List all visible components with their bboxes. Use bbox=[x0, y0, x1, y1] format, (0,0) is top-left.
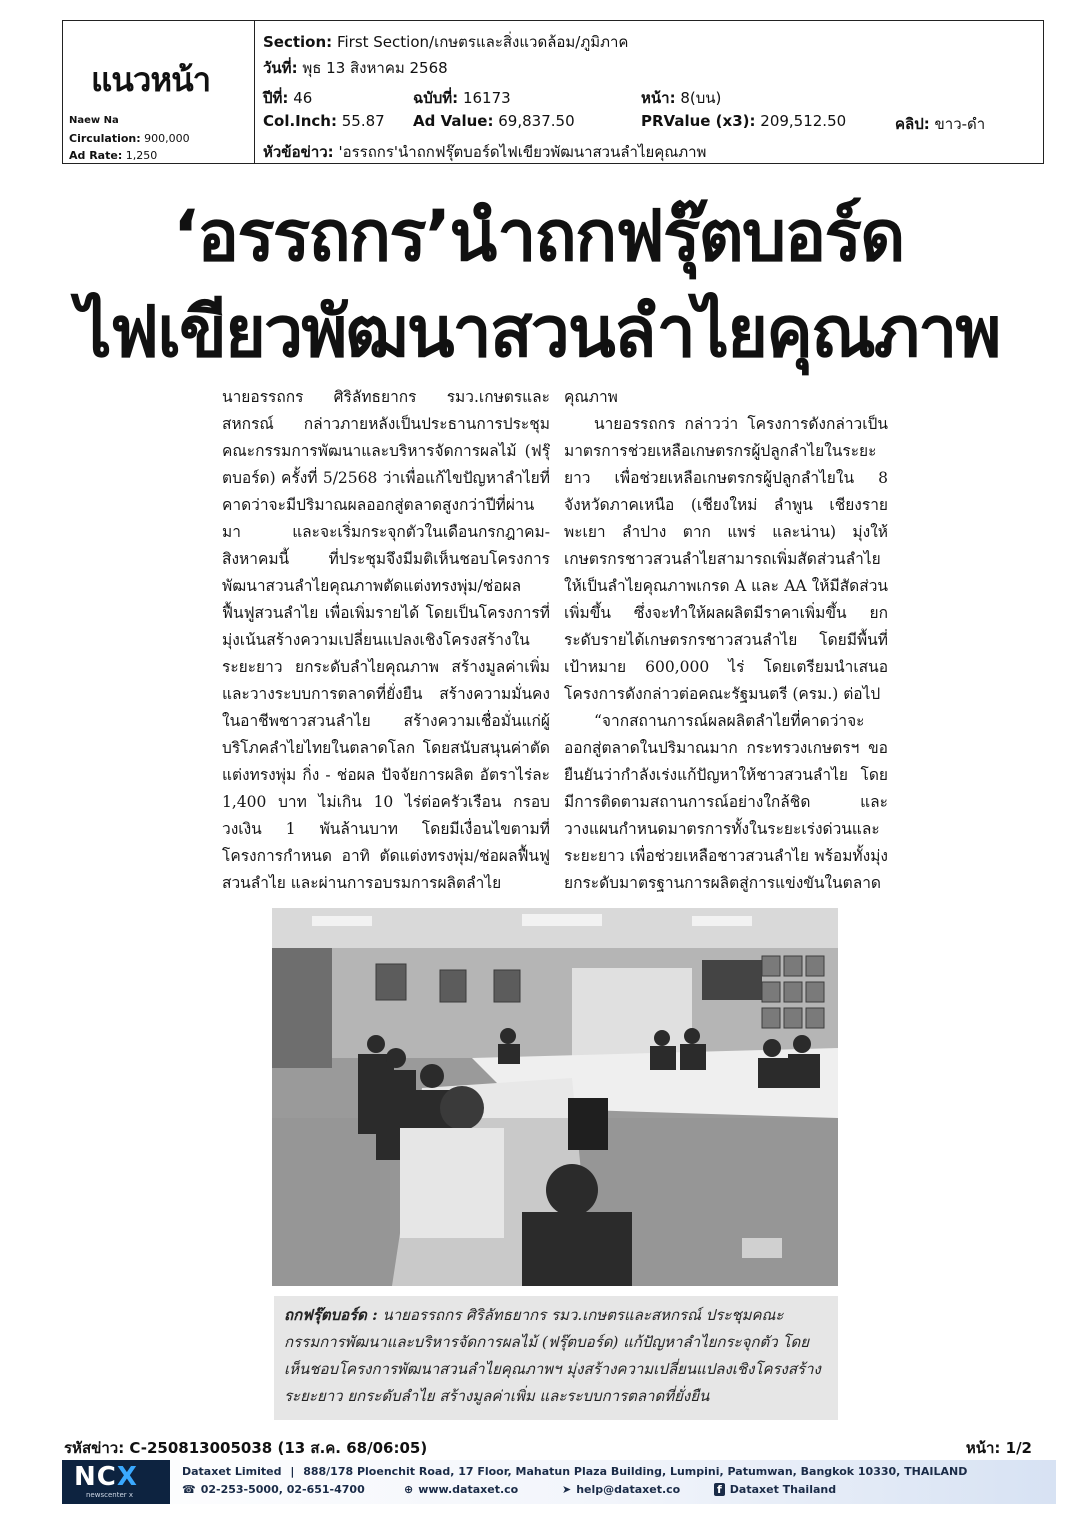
clipping-header bbox=[62, 20, 1044, 164]
photo-caption bbox=[274, 1296, 838, 1420]
globe-icon: ⊕ bbox=[404, 1483, 414, 1496]
facebook-link[interactable]: f Dataxet Thailand bbox=[714, 1483, 836, 1496]
send-icon: ➤ bbox=[562, 1483, 572, 1496]
metadata-panel bbox=[263, 27, 1037, 163]
issue-field: ฉบับที่: 16173 bbox=[413, 89, 511, 107]
publication-panel bbox=[63, 21, 255, 163]
prvalue-field: PRValue (x3): 209,512.50 bbox=[641, 112, 847, 130]
ncx-logo-subtitle: newscenter x bbox=[86, 1491, 134, 1499]
website-link[interactable]: ⊕ www.dataxet.co bbox=[404, 1483, 519, 1496]
clip-field: คลิป: ขาว-ดำ bbox=[895, 115, 986, 133]
news-code: รหัสข่าว: C-250813005038 (13 ส.ค. 68/06:05) bbox=[64, 1439, 428, 1457]
headline-row: หัวข้อข่าว: 'อรรถกร'นำถกฟรุ๊ตบอร์ดไฟเขียวพัฒนาสวนลำไยคุณภาพ bbox=[263, 143, 707, 161]
meeting-room-illustration bbox=[272, 908, 838, 1286]
headline-line-1: ‘อรรถกร’นำถกฟรุ๊ตบอร์ด bbox=[172, 195, 904, 277]
email-link[interactable]: ➤ help@dataxet.co bbox=[562, 1483, 681, 1496]
article-paragraph: นายอรรถกร กล่าวว่า โครงการดังกล่าวเป็นมาตรการช่วยเหลือเกษตรกรผู้ปลูกลำไยในระยะยาว เพื่อช่วยเหลือเกษตรกรผู้ปลูกลำไยใน 8 จังหวัดภาคเหนือ (เชียงใหม่ ลำพูน เชียงราย พะเยา ลำปาง ตาก แพร่ และน่าน) มุ่งให้เกษตรกรชาวสวนลำไยสามารถเพิ่มสัดส่วนลำไยให้เป็นลำไยคุณภาพเกรด A และ AA ให้มีสัดส่วนเพิ่มขึ้น ซึ่งจะทำให้ผลผลิตมีราคาเพิ่มขึ้น ยกระดับรายได้เกษตรกรชาวสวนลำไย โดยมีพื้นที่เป้าหมาย 600,000 ไร่ โดยเตรียมนำเสนอโครงการดังกล่าวต่อคณะรัฐมนตรี (ครม.) ต่อไป bbox=[564, 415, 888, 703]
article-paragraph: คุณภาพ bbox=[564, 388, 618, 406]
date-row: วันที่: พุธ 13 สิงหาคม 2568 bbox=[263, 59, 448, 77]
circulation: Circulation: 900,000 bbox=[69, 132, 190, 145]
advalue-field: Ad Value: 69,837.50 bbox=[413, 112, 575, 130]
page-count: หน้า: 1/2 bbox=[965, 1439, 1032, 1457]
phone-icon: ☎ bbox=[182, 1483, 196, 1496]
section-row: Section: First Section/เกษตรและสิ่งแวดล้อม/ภูมิภาค bbox=[263, 33, 629, 51]
ad-rate: Ad Rate: 1,250 bbox=[69, 149, 158, 162]
article-paragraph: “จากสถานการณ์ผลผลิตลำไยที่คาดว่าจะออกสู่ตลาดในปริมาณมาก กระทรวงเกษตรฯ ขอยืนยันว่ากำลังเร่งแก้ปัญหาให้ชาวสวนลำไย โดยมีการติดตามสถานการณ์อย่างใกล้ชิด และวางแผนกำหนดมาตรการทั้งในระยะเร่งด่วนและระยะยาว เพื่อช่วยเหลือชาวสวนลำไย พร้อมทั้งมุ่งยกระดับมาตรฐานการผลิตสู่การแข่งขันในตลาด bbox=[564, 712, 888, 892]
colinch-field: Col.Inch: 55.87 bbox=[263, 112, 385, 130]
caption-label: ถกฟรุ๊ตบอร์ด : bbox=[284, 1306, 378, 1324]
caption-text: นายอรรถกร ศิริลัทธยากร รมว.เกษตรและสหกรณ์ ประชุมคณะกรรมการพัฒนาและบริหารจัดการผลไม้ (ฟรุ๊ตบอร์ด) แก้ปัญหาลำไยกระจุกตัว โดยเห็นชอบโครงการพัฒนาสวนลำไยคุณภาพฯ มุ่งสร้างความเปลี่ยนแปลงเชิงโครงสร้างระยะยาว ยกระดับลำไย สร้างมูลค่าเพิ่ม และระบบการตลาดที่ยั่งยืน bbox=[284, 1306, 821, 1405]
article-column-1 bbox=[222, 384, 550, 896]
newspaper-logo: แนวหน้า bbox=[91, 60, 211, 99]
footer-bar bbox=[62, 1460, 1056, 1504]
ncx-logo: NCX newscenter x bbox=[62, 1460, 170, 1504]
meeting-photo bbox=[272, 908, 838, 1286]
year-field: ปีที่: 46 bbox=[263, 89, 313, 107]
page-field: หน้า: 8(บน) bbox=[641, 89, 722, 107]
article-column-2 bbox=[564, 384, 888, 896]
article-paragraph: นายอรรถกร ศิริลัทธยากร รมว.เกษตรและสหกรณ์ กล่าวภายหลังเป็นประธานการประชุมคณะกรรมการพัฒนาและบริหารจัดการผลไม้ (ฟรุ๊ตบอร์ด) ครั้งที่ 5/2568 ว่าเพื่อแก้ไขปัญหาลำไยที่คาดว่าจะมีปริมาณผลออกสู่ตลาดสูงกว่าปีที่ผ่านมา และจะเริ่มกระจุกตัวในเดือนกรกฎาคม-สิงหาคมนี้ ที่ประชุมจึงมีมติเห็นชอบโครงการพัฒนาสวนลำไยคุณภาพตัดแต่งทรงพุ่ม/ช่อผลฟื้นฟูสวนลำไย เพื่อเพิ่มรายได้ โดยเป็นโครงการที่มุ่งเน้นสร้างความเปลี่ยนแปลงเชิงโครงสร้างในระยะยาว ยกระดับลำไยคุณภาพ สร้างมูลค่าเพิ่ม และวางระบบการตลาดที่ยั่งยืน สร้างความมั่นคงในอาชีพชาวสวนลำไย สร้างความเชื่อมั่นแก่ผู้บริโภคลำไยไทยในตลาดโลก โดยสนับสนุนค่าตัดแต่งทรงพุ่ม กิ่ง - ช่อผล ปัจจัยการผลิต อัตราไร่ละ 1,400 บาท ไม่เกิน 10 ไร่ต่อครัวเรือน กรอบวงเงิน 1 พันล้านบาท โดยมีเงื่อนไขตามที่โครงการกำหนด อาทิ ตัดแต่งทรงพุ่ม/ช่อผลฟื้นฟูสวนลำไย และผ่านการอบรมการผลิตลำไย bbox=[222, 388, 550, 892]
facebook-icon: f bbox=[714, 1483, 725, 1496]
company-name: Dataxet Limited bbox=[182, 1465, 282, 1478]
phone-contact[interactable]: ☎ 02-253-5000, 02-651-4700 bbox=[182, 1483, 365, 1496]
headline-line-2: ไฟเขียวพัฒนาสวนลำไยคุณภาพ bbox=[76, 291, 1000, 373]
company-address: 888/178 Ploenchit Road, 17 Floor, Mahatun Plaza Building, Lumpini, Patumwan, Bangkok 10330, THAILAND bbox=[303, 1465, 968, 1478]
company-line: Dataxet Limited | 888/178 Ploenchit Road, 17 Floor, Mahatun Plaza Building, Lumpini, Patumwan, Bangkok 10330, THAILAND bbox=[182, 1465, 968, 1478]
publication-name: Naew Na bbox=[69, 115, 119, 126]
